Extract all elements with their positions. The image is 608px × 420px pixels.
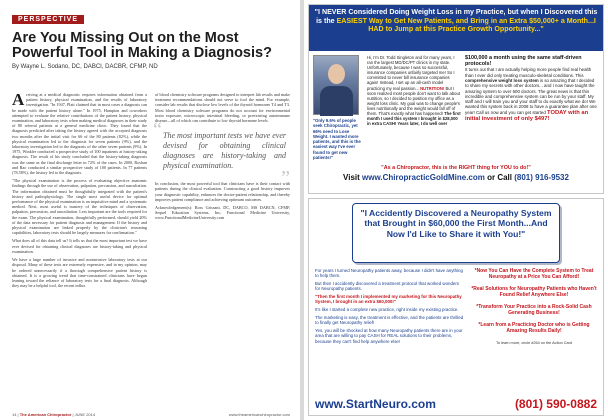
pull-quote: “ The most important tests we have ever devised for obtaining clinical diagnoses are history-taking and physical examination. ”	[153, 119, 290, 190]
ad-contact	[315, 397, 597, 411]
action-card-note: To learn more, circle #264 on the Action Card	[496, 341, 572, 345]
article-paragraph: In conclusion, the most powerful tool that clinicians have is their contact with patients during the clinical evaluation. Constructing a good history improves your diagnostic capability, enhances the doctor-patient relationship, and thereby improves patient compliance and achieving optimum outcomes.	[155, 181, 290, 202]
ad-benefits	[471, 268, 597, 383]
ad-offer: $100,000 a month using the same staff-driven protocols! It turns out that I am actually helping more people find real health than I ever did only treating musculo-skeletal conditions. This comprehensive weight loss system is so amazing that I decided to share my secrets with other doctors... and I now have taught the amazing system to over 600 doctors. The great news is that this incredible and comprehensive system can be run by your staff. My staff and I will train you and your staff to do exactly what we do! We wanted this system back in 2008 to have a guarantee plan after one year! Call us now and you can get started TODAY with an initial investment of only $497!	[465, 55, 597, 123]
ad-website-link[interactable]: www.StartNeuro.com	[315, 397, 436, 411]
benefit-item: *Now You Can Have the Complete System to Treat Neuropathy at a Price You Can Afford!	[474, 268, 594, 280]
article-paragraph: We have a large number of invasive and noninvasive laboratory tests at our disposal. Many of these tests are extremely expensive, and in my opinion, may be ordered unnecessarily if a thorough comprehensive patient history is obtained. It is a growing trend that time-constrained clinicians have begun leaning toward the reliance of laboratory tests for a final diagnosis. Although they may be a helpful tool, the recent influx	[12, 257, 147, 289]
close-quote-icon: ”	[281, 167, 290, 190]
ad-body	[309, 51, 603, 163]
ad-story: For years I turned Neuropathy patients away, because I didn't have anything to help them. But then I accidently discovered a treatment protocol that worked wonders for Neuropathy patients. "Then the first month I implemented my marketing for this Neuropathy System, I brought in an extra $60,000!" It's like I started a complete new practice, right inside my existing practice. The marketing is easy, the treatment is effective, and the patients are thrilled to finally get Neuropathy relief! Yes, you will be shocked at how many Neuropathy patients there are in your area that are willing to pay CASH for REAL solutions to their problems, because they can't find help anywhere else!	[315, 268, 464, 344]
ad-photo-block	[313, 55, 363, 163]
drop-cap: A	[12, 90, 25, 109]
magazine-name: The American Chiropractor	[19, 412, 72, 417]
article-page	[0, 0, 300, 420]
ad-headline: "I NEVER Considered Doing Weight Loss in my Practice, but when I Discovered this is the EASIEST Way to Get New Patients, and Bring in an Extra $50,000+ a Month...I HAD to Jump at this Practice Growth Opportunity..."	[309, 5, 603, 51]
benefit-item: *Real Solutions for Neuropathy Patients who Haven't Found Relief Anywhere Else!	[471, 286, 597, 298]
article-columns	[12, 92, 290, 291]
article-column-2	[155, 92, 290, 291]
article-paragraph: What does all of this data tell us? It tells us that the most important test we have ever devised for obtaining clinical diagnoses are history-taking and physical examination.	[12, 238, 147, 254]
page-footer: 14 | The American Chiropractor | JUNE 2014 www.theamericanchiropractor.com	[12, 412, 290, 417]
ads-page	[304, 0, 608, 420]
page-number: 14 |	[12, 412, 19, 417]
ad-phone[interactable]: (801) 916-9532	[514, 173, 569, 182]
article-paragraph: of blood chemistry software programs designed to interpret lab results and make treatment recommendations should not serve to fool the mind. For example, consider lab results that disclose low levels of the thyroid hormones T4 and T3. Most blood chemistry software programs do not account for environmental toxin exposure, microscopic intestinal bleeding, or preexisting autoimmune disease—all of which can contribute to low thyroid hormone levels.	[155, 92, 290, 124]
weight-loss-ad	[308, 4, 604, 194]
acknowledgement: Acknowledgement(s): Ross Grissani, DC, DABCO, MS DABCN, CFMP, Sequel Education Systems, Inc, Functional Medicine University, www.FunctionalMedicineUniversity.com	[155, 205, 290, 221]
ad-contact: Visit www.ChiropracticGoldMine.com or Call (801) 916-9532	[343, 173, 569, 182]
article-paragraph: Arriving at a medical diagnostic requires information obtained from a patient history, physical examination, and the results of laboratory investigation. "In 1947, Platt claimed that in most cases a diagnosis can be made with the patient history alone." In 1975, Hampton and coworkers attempted to evaluate the relative contributions of the patient history, physical examination, and laboratory tests when making medical diagnoses in their study of 80 referral patients at a general medicine clinic. They found that the diagnosis predicted after taking the history agreed with the accepted diagnosis two months after the initial visit for 66 of the 80 patients (82%), while the physical examination led to the diagnosis for seven patients (9%), and the laboratory investigation led to the diagnosis of the other seven patients (9%). In 1975, Winkler conducted a prospective study of 100 inpatients at history-taking diagnosis. The result of his study concluded that the history-taking diagnosis was the same as the final discharge letter in 72% of the cases. In 2000, Roshan and Rao conducted a similar prospective study of 100 patients. In 77 patients (78.58%), the history led to the diagnosis.	[12, 90, 147, 176]
article-paragraph: "The physical examination is the process of evaluating objective anatomic findings through the use of observation, palpation, percussion, and auscultation. The information obtained must be thoughtfully integrated with the patient's history and pathophysiology. The single most useful device for optimal performance of the physical examination is an inquisitive mind and a systematic method. Next, most useful is mastery of the techniques of observation, palpation, percussion, and auscultation. Less important are the tools required for the exam. The physical examination, thoughtfully performed, should yield 20% of the data necessary for patient diagnosis and management. If the history and physical examination are linked properly by the clinician's reasoning capabilities, laboratory tests should be largely measures for confirmation."	[12, 178, 147, 236]
benefit-item: *Learn from a Practicing Doctor who is Getting Amazing Results Daily!	[478, 322, 590, 334]
section-tag: PERSPECTIVE	[12, 15, 84, 24]
footer-website[interactable]: www.theamericanchiropractor.com	[228, 412, 290, 417]
ad-story: Hi, I'm Dr. Todd Singleton and for many years, I ran the largest MD/DC/PT clinics in my state. Unfortunately, because I was so successful, insurance companies unfairly targeted me! So I committed to never bill insurance companies again! Instead, I set up an all-cash model practicing my real passion... NUTRITION! But I soon realized most people don't want to talk about nutrition, so I decided to position my office as a weight loss clinic. My goal was to change people's lives nutritionally and the weight would fall off of them. That's exactly what has happened! The first month I used this system I brought in $28,000 in extra CASH! Years later, I do well over	[367, 55, 461, 127]
article-byline: By Wayne L. Sodano, DC, DABCI, DACBR, CFMP, ND	[12, 64, 158, 70]
ad-phone[interactable]: (801) 590-0882	[514, 397, 597, 411]
ad-body	[309, 263, 603, 383]
ad-tagline: "As a Chiropractor, this is the RIGHT thing for YOU to do!"	[381, 165, 531, 171]
ad-website-link[interactable]: www.ChiropracticGoldMine.com	[362, 173, 485, 182]
ad-headline: "I Accidently Discovered a Neuropathy System that Brought in $60,000 the First Month...And Now I'd Like to Share it with You!"	[352, 203, 560, 263]
article-title: Are You Missing Out on the Most Powerful Tool in Making a Diagnosis?	[12, 30, 272, 61]
photo-quote: "Only 9.6% of people seek Chiropractic, yet 66% need to Lose Weight. I wanted more patients, and this is the easiest way I've ever found to get new patients!"	[313, 118, 361, 161]
open-quote-icon: “	[153, 119, 162, 142]
benefit-item: *Transform Your Practice into a Rock-Solid Cash Generating Business!	[476, 304, 592, 316]
doctor-photo	[313, 55, 359, 115]
neuropathy-ad	[308, 198, 604, 416]
issue-date: JUNE 2014	[74, 412, 96, 417]
article-column-1	[12, 92, 147, 291]
